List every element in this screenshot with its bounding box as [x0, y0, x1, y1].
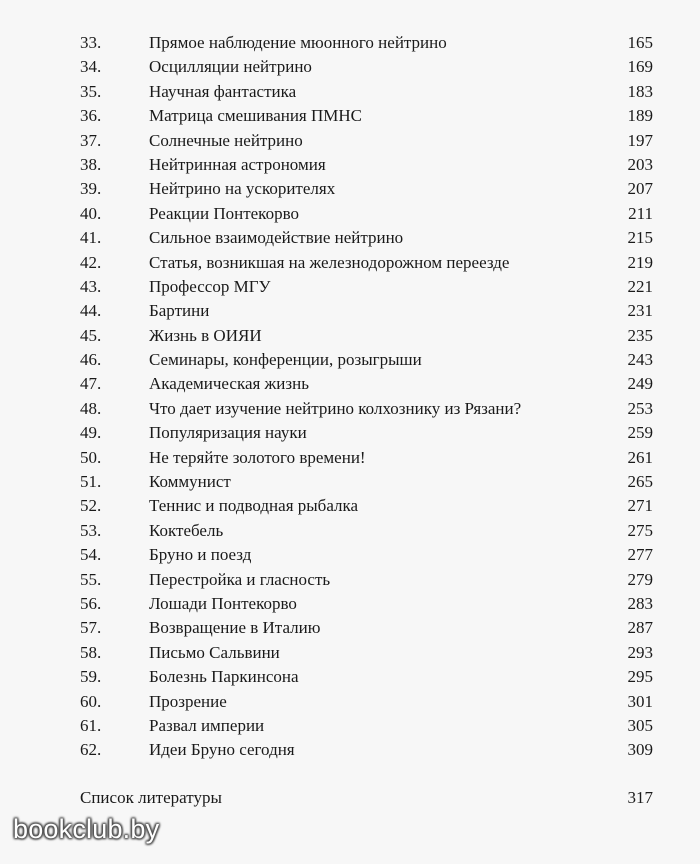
toc-row: [0, 714, 700, 738]
toc-title: Нейтринная астрономия: [149, 154, 326, 174]
toc-number: 57.: [80, 618, 102, 638]
toc-number: 44.: [80, 301, 102, 321]
toc-number: 60.: [80, 691, 102, 711]
toc-page: 261: [627, 447, 653, 467]
toc-page: 293: [627, 642, 653, 662]
toc-number: 34.: [80, 57, 102, 77]
toc-title: Прозрение: [149, 691, 227, 711]
toc-row: [0, 153, 700, 177]
toc-title: Прямое наблюдение мюонного нейтрино: [149, 33, 447, 52]
toc-row: [0, 494, 700, 518]
toc-number: 36.: [80, 106, 102, 126]
toc-row: [0, 104, 700, 128]
toc-number: 58.: [80, 642, 102, 662]
toc-page: 275: [627, 520, 653, 540]
toc-row: [0, 446, 700, 470]
toc-page: 301: [627, 691, 653, 711]
toc-page: 305: [627, 715, 653, 735]
literature-entry: [0, 786, 700, 810]
toc-number: 47.: [80, 374, 102, 394]
toc-row: [0, 641, 700, 665]
toc-title: Идеи Бруно сегодня: [149, 740, 295, 760]
toc-number: 40.: [80, 203, 102, 223]
toc-number: 54.: [80, 545, 102, 565]
toc-title: Болезнь Паркинсона: [149, 667, 299, 687]
toc-row: [0, 31, 700, 55]
toc-number: 55.: [80, 569, 102, 589]
table-of-contents: [0, 31, 700, 763]
toc-number: 46.: [80, 350, 102, 370]
toc-page: 219: [627, 252, 653, 272]
toc-row: [0, 665, 700, 689]
toc-title: Реакции Понтекорво: [149, 203, 299, 223]
toc-title: Теннис и подводная рыбалка: [149, 496, 359, 516]
toc-number: 49.: [80, 423, 102, 443]
toc-title: Нейтрино на ускорителях: [149, 179, 336, 199]
toc-number: 53.: [80, 520, 102, 540]
toc-page: 277: [627, 545, 653, 565]
toc-row: [0, 519, 700, 543]
toc-title: Лошади Понтекорво: [149, 593, 297, 613]
toc-title: Матрица смешивания ПМНС: [149, 106, 363, 126]
toc-title: Научная фантастика: [149, 81, 297, 101]
toc-row: [0, 372, 700, 396]
toc-title: Развал империи: [149, 715, 265, 735]
toc-page: 243: [627, 350, 653, 370]
toc-page: 197: [627, 130, 653, 150]
toc-page: 259: [627, 423, 653, 443]
toc-title: Бартини: [149, 301, 210, 321]
toc-row: [0, 251, 700, 275]
toc-title: Бруно и поезд: [149, 545, 252, 565]
toc-row: [0, 80, 700, 104]
toc-title: Академическая жизнь: [149, 374, 309, 394]
toc-number: 39.: [80, 179, 102, 199]
toc-number: 35.: [80, 81, 102, 101]
toc-number: 33.: [80, 33, 102, 52]
toc-row: [0, 275, 700, 299]
toc-row: [0, 616, 700, 640]
toc-page: 189: [627, 106, 653, 126]
toc-page: 215: [627, 228, 653, 248]
literature-title: Список литературы: [80, 788, 222, 807]
toc-title: Популяризация науки: [149, 423, 307, 443]
toc-page: 231: [627, 301, 653, 321]
toc-row: [0, 324, 700, 348]
toc-page: 165: [627, 33, 653, 52]
toc-row: [0, 690, 700, 714]
toc-number: 37.: [80, 130, 102, 150]
toc-title: Что дает изучение нейтрино колхознику из Рязани?: [149, 398, 522, 418]
toc-page: 221: [627, 276, 653, 296]
toc-number: 62.: [80, 740, 102, 760]
toc-page: 207: [627, 179, 653, 199]
toc-page: 169: [627, 57, 653, 77]
toc-row: [0, 592, 700, 616]
toc-number: 38.: [80, 154, 102, 174]
toc-row: [0, 397, 700, 421]
toc-title: Статья, возникшая на железнодорожном переезде: [149, 252, 510, 272]
toc-title: Осцилляции нейтрино: [149, 57, 312, 77]
toc-page: 309: [627, 740, 653, 760]
toc-number: 50.: [80, 447, 102, 467]
toc-number: 52.: [80, 496, 102, 516]
toc-number: 59.: [80, 667, 102, 687]
toc-row: [0, 543, 700, 567]
toc-number: 56.: [80, 593, 102, 613]
literature-page: 317: [627, 788, 653, 807]
toc-number: 43.: [80, 276, 102, 296]
toc-number: 51.: [80, 472, 102, 492]
toc-page: 283: [627, 593, 653, 613]
toc-title: Сильное взаимодействие нейтрино: [149, 228, 404, 248]
toc-row: [0, 299, 700, 323]
toc-title: Профессор МГУ: [149, 276, 271, 296]
toc-number: 45.: [80, 325, 102, 345]
toc-row: [0, 738, 700, 762]
toc-page: 253: [627, 398, 653, 418]
toc-page: 287: [627, 618, 653, 638]
toc-page: 265: [627, 472, 653, 492]
toc-page: 249: [627, 374, 653, 394]
toc-title: Солнечные нейтрино: [149, 130, 303, 150]
toc-page: 279: [627, 569, 653, 589]
toc-number: 61.: [80, 715, 102, 735]
toc-page: 211: [628, 203, 653, 223]
toc-title: Возвращение в Италию: [149, 618, 321, 638]
toc-title: Письмо Сальвини: [149, 642, 280, 662]
toc-number: 48.: [80, 398, 102, 418]
toc-row: [0, 421, 700, 445]
toc-row: [0, 470, 700, 494]
toc-title: Семинары, конференции, розыгрыши: [149, 350, 422, 370]
toc-number: 42.: [80, 252, 102, 272]
toc-number: 41.: [80, 228, 102, 248]
toc-page: 295: [627, 667, 653, 687]
toc-page: 271: [627, 496, 653, 516]
toc-title: Не теряйте золотого времени!: [149, 447, 366, 467]
toc-row: [0, 226, 700, 250]
toc-title: Жизнь в ОИЯИ: [149, 325, 262, 345]
toc-page: 235: [627, 325, 653, 345]
bookclub-watermark: bookclub.by: [13, 814, 160, 844]
toc-row: [0, 55, 700, 79]
toc-row: [0, 202, 700, 226]
toc-row: [0, 129, 700, 153]
toc-title: Перестройка и гласность: [149, 569, 331, 589]
toc-title: Коктебель: [149, 520, 224, 540]
toc-page: 183: [627, 81, 653, 101]
toc-row: [0, 177, 700, 201]
toc-row: [0, 568, 700, 592]
toc-page: 203: [627, 154, 653, 174]
toc-row: [0, 348, 700, 372]
toc-title: Коммунист: [149, 472, 231, 492]
